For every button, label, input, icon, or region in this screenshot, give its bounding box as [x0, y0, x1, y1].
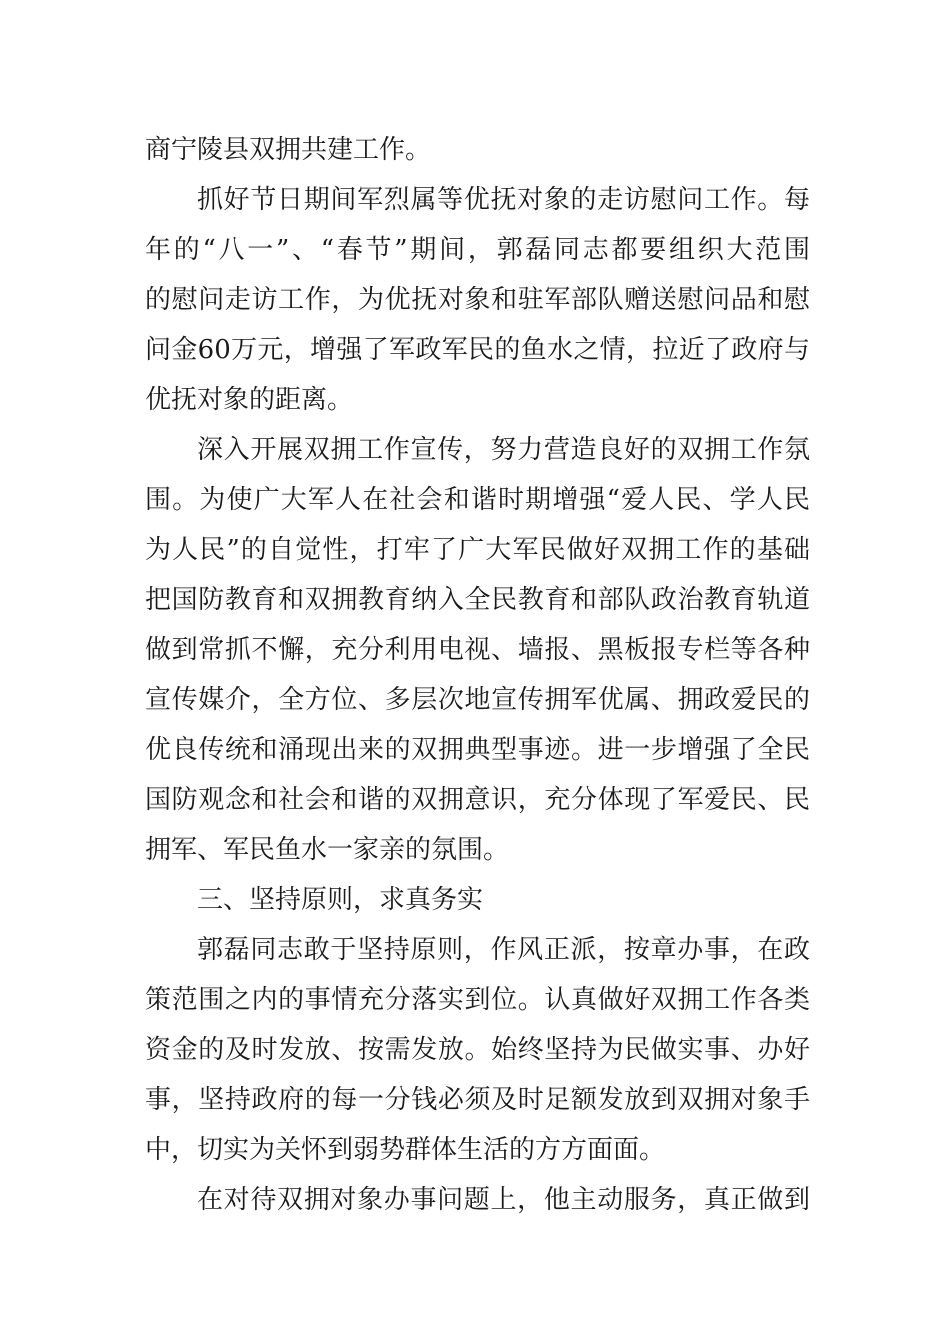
- text-line-4: 的慰问走访工作，为优抚对象和驻军部队赠送慰问品和慰: [145, 285, 810, 315]
- text-line-1: 商宁陵县双拥共建工作。: [145, 135, 432, 165]
- text-line-19: 资金的及时发放、按需发放。始终坚持为民做实事、办好: [145, 1035, 810, 1065]
- text-line-20: 事，坚持政府的每一分钱必须及时足额发放到双拥对象手: [145, 1085, 810, 1115]
- text-line-21: 中，切实为关怀到弱势群体生活的方方面面。: [145, 1135, 666, 1165]
- text-line-15: 拥军、军民鱼水一家亲的氛围。: [145, 835, 510, 865]
- text-line-12: 宣传媒介，全方位、多层次地宣传拥军优属、拥政爱民的: [145, 685, 810, 715]
- text-line-18: 策范围之内的事情充分落实到位。认真做好双拥工作各类: [145, 985, 810, 1015]
- section-heading: 三、坚持原则，求真务实: [197, 885, 484, 915]
- text-line-9: 为人民”的自觉性，打牢了广大军民做好双拥工作的基础: [145, 535, 810, 565]
- text-line-3: 年的“八一”、“春节”期间，郭磊同志都要组织大范围: [145, 235, 810, 265]
- text-line-10: 把国防教育和双拥教育纳入全民教育和部队政治教育轨道: [145, 585, 810, 615]
- text-line-22: 在对待双拥对象办事问题上，他主动服务，真正做到: [197, 1185, 810, 1215]
- text-line-8: 围。为使广大军人在社会和谐时期增强“爱人民、学人民: [145, 485, 810, 515]
- text-line-6: 优抚对象的距离。: [145, 385, 354, 415]
- text-line-11: 做到常抓不懈，充分利用电视、墙报、黑板报专栏等各种: [145, 635, 810, 665]
- text-line-14: 国防观念和社会和谐的双拥意识，充分体现了军爱民、民: [145, 785, 810, 815]
- text-line-13: 优良传统和涌现出来的双拥典型事迹。进一步增强了全民: [145, 735, 810, 765]
- text-line-17: 郭磊同志敢于坚持原则，作风正派，按章办事，在政: [197, 935, 810, 965]
- text-line-5: 问金60万元，增强了军政军民的鱼水之情，拉近了政府与: [145, 335, 810, 365]
- text-line-7: 深入开展双拥工作宣传，努力营造良好的双拥工作氛: [197, 435, 810, 465]
- text-line-2: 抓好节日期间军烈属等优抚对象的走访慰问工作。每: [197, 185, 810, 215]
